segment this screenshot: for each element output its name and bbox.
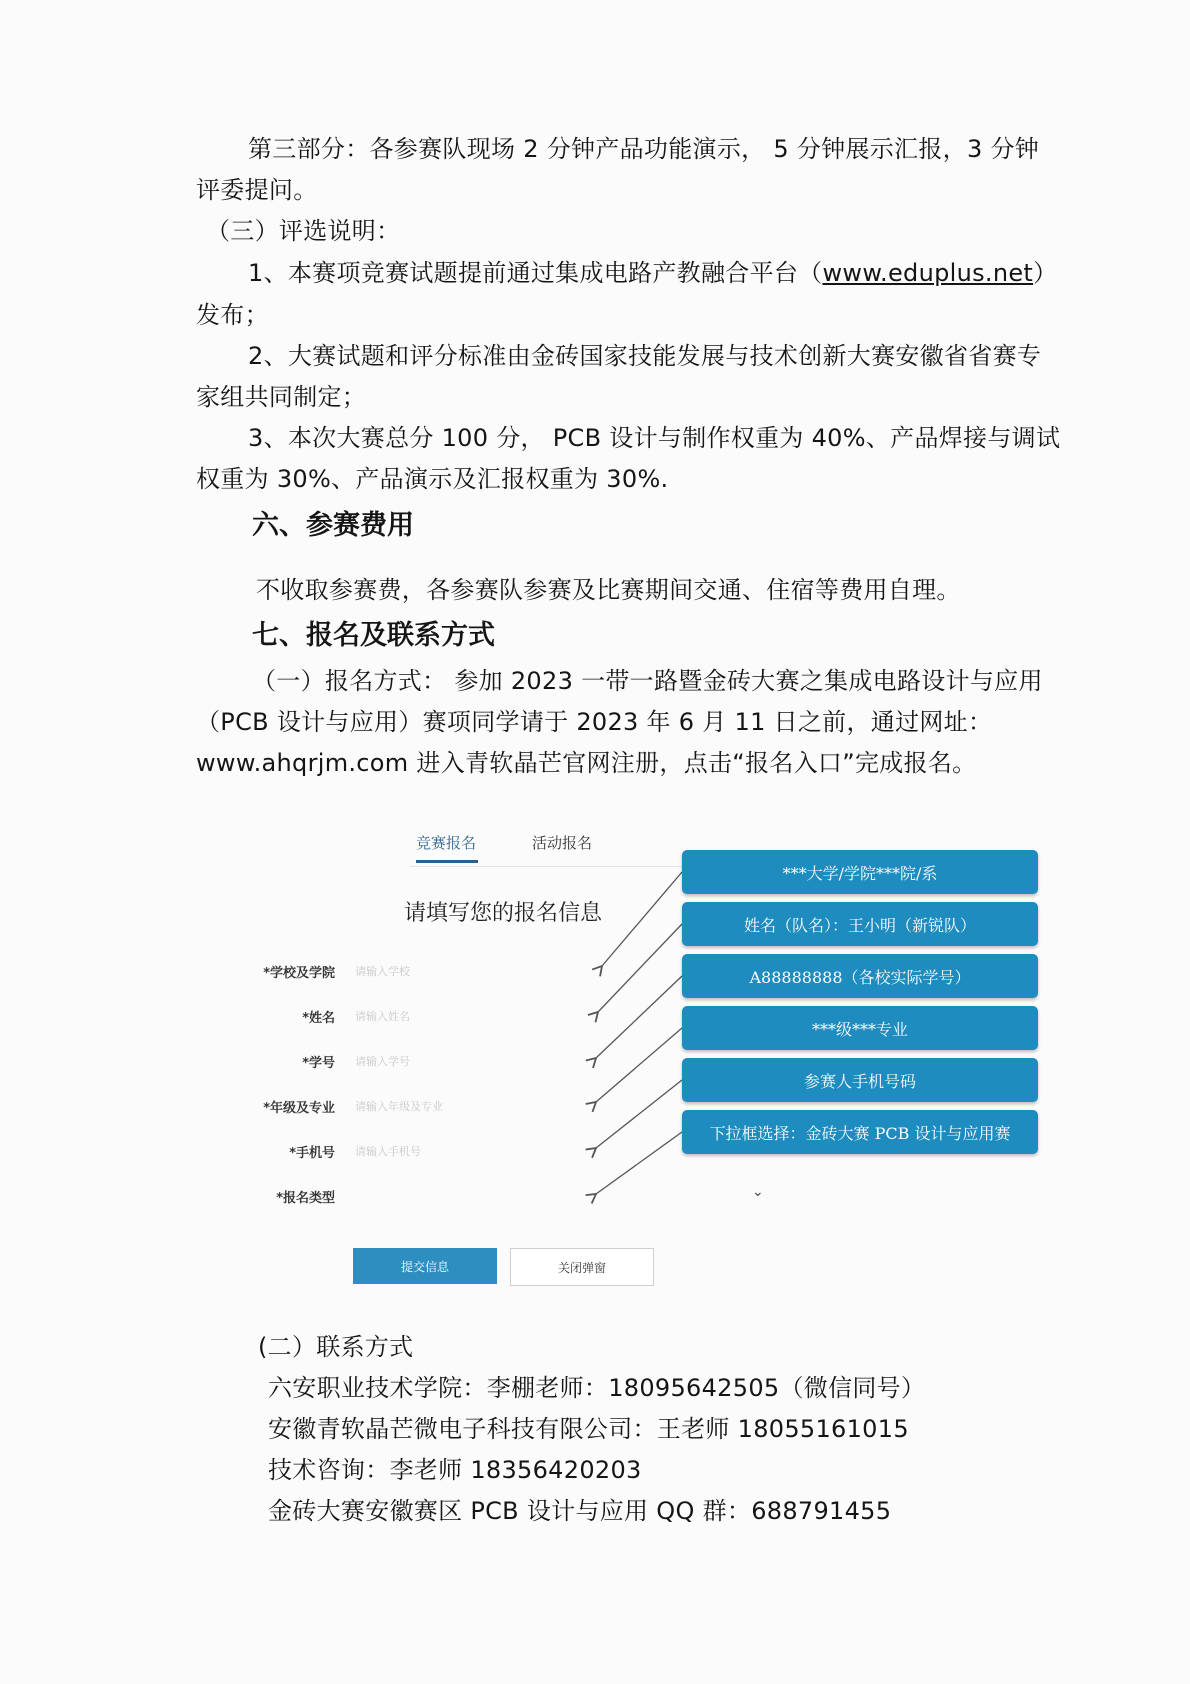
paragraph-registration-1: （一）报名方式： 参加 2023 一带一路暨金砖大赛之集成电路设计与应用 — [252, 667, 1043, 695]
eduplus-link[interactable]: www.eduplus.net — [822, 259, 1034, 287]
callout-phone: 参赛人手机号码 — [682, 1058, 1038, 1102]
arrow-student-id — [596, 976, 682, 1058]
paragraph-part3-cont: 评委提问。 — [196, 176, 318, 204]
heading-registration: 七、报名及联系方式 — [252, 620, 495, 651]
contact-line-1: 六安职业技术学院：李棚老师：18095642505（微信同号） — [268, 1374, 926, 1402]
arrow-name — [598, 924, 682, 1012]
field-label-registration-type: *报名类型 — [276, 1191, 335, 1206]
contact-line-2: 安徽青软晶芒微电子科技有限公司：王老师 18055161015 — [268, 1415, 909, 1443]
callout-registration-type: 下拉框选择：金砖大赛 PCB 设计与应用赛 — [682, 1110, 1038, 1154]
submit-button[interactable]: 提交信息 — [353, 1248, 497, 1284]
contact-line-4: 金砖大赛安徽赛区 PCB 设计与应用 QQ 群：688791455 — [268, 1497, 892, 1525]
chevron-down-icon[interactable]: ⌄ — [752, 1184, 764, 1200]
evaluation-item-2: 2、大赛试题和评分标准由金砖国家技能发展与技术创新大赛安徽省省赛专 — [248, 342, 1042, 370]
field-label-name: *姓名 — [302, 1011, 335, 1026]
evaluation-item-2-cont: 家组共同制定； — [196, 383, 367, 411]
callout-school: ***大学/学院***院/系 — [682, 850, 1038, 894]
name-input[interactable]: 请输入姓名 — [355, 1010, 410, 1023]
close-dialog-button[interactable]: 关闭弹窗 — [510, 1248, 654, 1286]
evaluation-item-1-cont: 发布； — [196, 301, 269, 329]
school-input[interactable]: 请输入学校 — [355, 965, 410, 978]
arrow-registration-type — [596, 1132, 682, 1194]
tab-activity-registration[interactable]: 活动报名 — [532, 834, 593, 852]
arrow-school — [602, 872, 682, 966]
evaluation-item-3: 3、本次大赛总分 100 分， PCB 设计与制作权重为 40%、产品焊接与调试 — [248, 424, 1061, 452]
callout-grade-major: ***级***专业 — [682, 1006, 1038, 1050]
registration-form-figure — [240, 808, 1050, 1288]
evaluation-item-1-text: 1、本赛项竞赛试题提前通过集成电路产教融合平台（ — [248, 259, 823, 287]
phone-input[interactable]: 请输入手机号 — [355, 1145, 421, 1158]
heading-contact: (二）联系方式 — [258, 1333, 414, 1361]
section-heading-evaluation: （三）评选说明： — [206, 217, 401, 245]
paragraph-part3: 第三部分：各参赛队现场 2 分钟产品功能演示， 5 分钟展示汇报，3 分钟 — [248, 135, 1040, 163]
field-label-school: *学校及学院 — [263, 966, 335, 981]
student-id-input[interactable]: 请输入学号 — [355, 1055, 410, 1068]
form-title: 请填写您的报名信息 — [404, 901, 603, 926]
field-label-grade-major: *年级及专业 — [263, 1101, 335, 1116]
grade-major-input[interactable]: 请输入年级及专业 — [355, 1100, 443, 1113]
evaluation-item-1-close: ） — [1033, 259, 1058, 287]
paragraph-fees: 不收取参赛费，各参赛队参赛及比赛期间交通、住宿等费用自理。 — [256, 576, 961, 604]
evaluation-item-1 — [248, 256, 1057, 290]
heading-fees: 六、参赛费用 — [252, 510, 414, 541]
callout-name: 姓名（队名）：王小明（新锐队） — [682, 902, 1038, 946]
paragraph-registration-2: （PCB 设计与应用）赛项同学请于 2023 年 6 月 11 日之前，通过网址： — [196, 708, 993, 736]
contact-line-3: 技术咨询：李老师 18356420203 — [268, 1456, 642, 1484]
paragraph-registration-3: www.ahqrjm.com 进入青软晶芒官网注册，点击“报名入口”完成报名。 — [196, 749, 977, 777]
callout-student-id: A88888888（各校实际学号） — [682, 954, 1038, 998]
field-label-student-id: *学号 — [302, 1056, 335, 1071]
field-label-phone: *手机号 — [289, 1146, 335, 1161]
evaluation-item-3-cont: 权重为 30%、产品演示及汇报权重为 30%. — [196, 465, 669, 493]
tab-competition-registration[interactable]: 竞赛报名 — [416, 834, 477, 852]
